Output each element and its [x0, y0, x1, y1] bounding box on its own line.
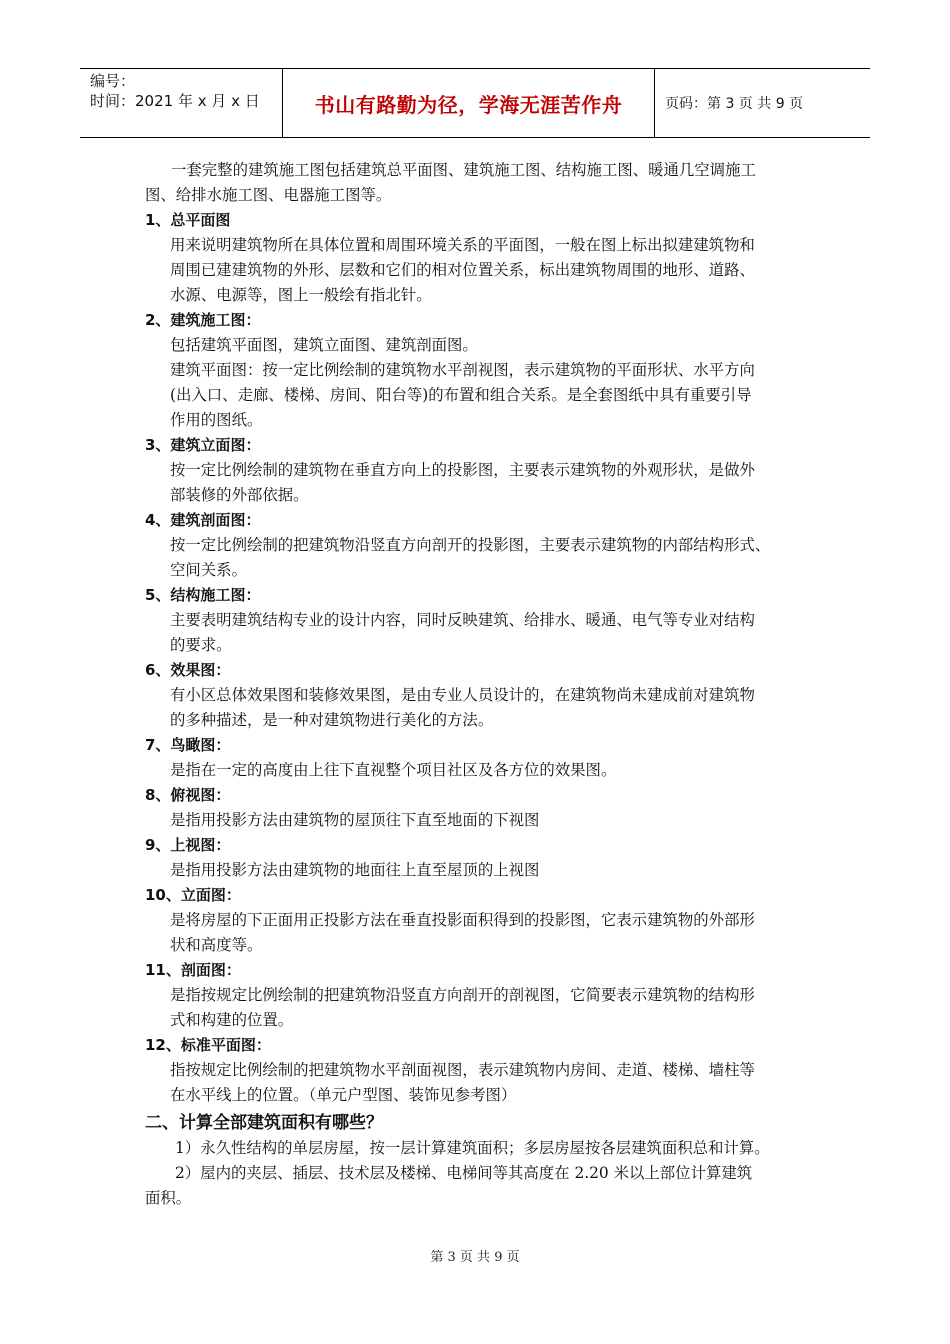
section-text-line: 有小区总体效果图和装修效果图，是由专业人员设计的，在建筑物尚未建成前对建筑物 [170, 686, 755, 704]
section-text-line: 水源、电源等，图上一般绘有指北针。 [170, 286, 432, 304]
intro-line: 图、给排水施工图、电器施工图等。 [145, 186, 392, 204]
section-heading: 2、建筑施工图： [145, 311, 261, 329]
part2-title: 二、计算全部建筑面积有哪些？ [145, 1113, 383, 1133]
header-page-cell [655, 69, 870, 137]
section-heading: 6、效果图： [145, 661, 231, 679]
section-text-line: 包括建筑平面图，建筑立面图、建筑剖面图。 [170, 336, 478, 354]
section-text-line: 用来说明建筑物所在具体位置和周围环境关系的平面图，一般在图上标出拟建建筑物和 [170, 236, 755, 254]
area-rule-line: 1）永久性结构的单层房屋，按一层计算建筑面积；多层房屋按各层建筑面积总和计算。 [175, 1139, 770, 1157]
area-rule-line: 面积。 [145, 1189, 192, 1207]
section-text-line: 在水平线上的位置。（单元户型图、装饰见参考图） [170, 1086, 517, 1104]
section-heading: 9、上视图： [145, 836, 231, 854]
section-heading: 12、标准平面图： [145, 1036, 271, 1054]
header-motto-cell [283, 69, 655, 137]
section-heading: 1、总平面图 [145, 211, 231, 229]
number-label: 编号： [90, 72, 136, 90]
document-header [80, 68, 870, 138]
section-heading: 3、建筑立面图： [145, 436, 261, 454]
intro-line: 一套完整的建筑施工图包括建筑总平面图、建筑施工图、结构施工图、暖通几空调施工 [171, 161, 756, 179]
section-text-line: 建筑平面图：按一定比例绘制的建筑物水平剖视图，表示建筑物的平面形状、水平方向 [170, 361, 755, 379]
section-text-line: (出入口、走廊、楼梯、房间、阳台等)的布置和组合关系。是全套图纸中具有重要引导 [170, 386, 752, 404]
section-text-line: 指按规定比例绘制的把建筑物水平剖面视图，表示建筑物内房间、走道、楼梯、墙柱等 [170, 1061, 755, 1079]
section-text-line: 状和高度等。 [170, 936, 263, 954]
page-footer: 第 3 页 共 9 页 [430, 1250, 520, 1265]
part2-items [145, 1136, 825, 1211]
time-label: 时间：2021 年 x 月 x 日 [90, 92, 260, 110]
section-text-line: 是指按规定比例绘制的把建筑物沿竖直方向剖开的剖视图，它简要表示建筑物的结构形 [170, 986, 755, 1004]
section-text-line: 的多种描述，是一种对建筑物进行美化的方法。 [170, 711, 494, 729]
section-text-line: 部装修的外部依据。 [170, 486, 309, 504]
section-list [145, 208, 825, 1108]
section-heading: 5、结构施工图： [145, 586, 261, 604]
section-text-line: 是指在一定的高度由上往下直视整个项目社区及各方位的效果图。 [170, 761, 617, 779]
section-text-line: 按一定比例绘制的建筑物在垂直方向上的投影图，主要表示建筑物的外观形状，是做外 [170, 461, 755, 479]
section-heading: 7、鸟瞰图： [145, 736, 231, 754]
motto: 书山有路勤为径，学海无涯苦作舟 [314, 92, 623, 117]
page-info: 页码：第 3 页 共 9 页 [665, 96, 804, 112]
section-text-line: 的要求。 [170, 636, 232, 654]
section-heading: 8、俯视图： [145, 786, 231, 804]
section-heading: 11、剖面图： [145, 961, 241, 979]
document-body [145, 158, 825, 1211]
section-text-line: 按一定比例绘制的把建筑物沿竖直方向剖开的投影图，主要表示建筑物的内部结构形式、 [170, 536, 771, 554]
section-text-line: 式和构建的位置。 [170, 1011, 294, 1029]
section-text-line: 是指用投影方法由建筑物的地面往上直至屋顶的上视图 [170, 861, 540, 879]
header-meta [80, 69, 283, 137]
section-text-line: 空间关系。 [170, 561, 247, 579]
area-rule-line: 2）屋内的夹层、插层、技术层及楼梯、电梯间等其高度在 2.20 米以上部位计算建筑 [175, 1164, 753, 1182]
section-text-line: 作用的图纸。 [170, 411, 263, 429]
section-text-line: 周围已建建筑物的外形、层数和它们的相对位置关系，标出建筑物周围的地形、道路、 [170, 261, 755, 279]
section-text-line: 是将房屋的下正面用正投影方法在垂直投影面积得到的投影图，它表示建筑物的外部形 [170, 911, 755, 929]
section-heading: 4、建筑剖面图： [145, 511, 261, 529]
section-text-line: 是指用投影方法由建筑物的屋顶往下直至地面的下视图 [170, 811, 540, 829]
section-heading: 10、立面图： [145, 886, 241, 904]
section-text-line: 主要表明建筑结构专业的设计内容，同时反映建筑、给排水、暖通、电气等专业对结构 [170, 611, 755, 629]
